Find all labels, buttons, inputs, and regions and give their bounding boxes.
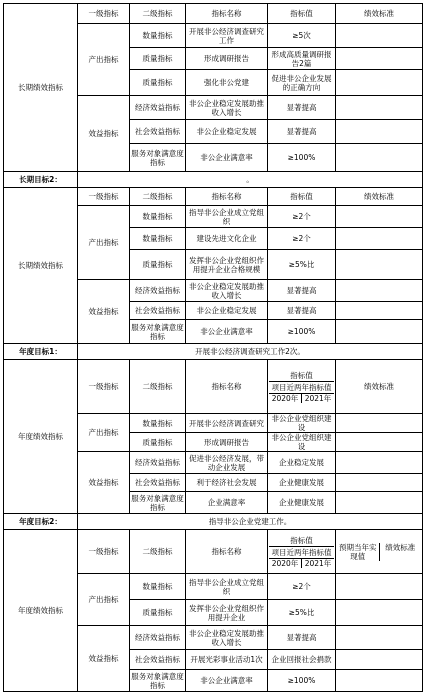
t4-header-expected: 预期当年实现值 (339, 542, 377, 561)
t2-indicator-value: ≥100% (268, 320, 336, 344)
t2-indicator-value: ≥2个 (268, 228, 336, 250)
t3-header-2020: 2020年 (271, 394, 299, 403)
t4-indicator-name: 发挥非公企业党组织作用提升企业 (186, 600, 268, 626)
t1-indicator-name: 强化非公党建 (186, 70, 268, 96)
t3-header-value-title: 指标值 (269, 370, 334, 382)
year1-label: 年度目标1： (4, 344, 78, 360)
t3-standard (336, 433, 423, 452)
t3-header-value (268, 360, 336, 414)
t3-standard (336, 452, 423, 474)
t2-level2: 数量指标 (130, 206, 186, 228)
t3-header-row (4, 360, 423, 414)
year1-row (4, 344, 423, 360)
goal2-label: 长期目标2： (4, 172, 78, 188)
t2-standard (336, 320, 423, 344)
t4-header-row (4, 530, 423, 574)
t1-indicator-name: 非公企业稳定发展 (186, 120, 268, 144)
t1-indicator-value: 促进非公企业发展的正确方向 (268, 70, 336, 96)
t2-header-name: 指标名称 (186, 188, 268, 206)
t4-standard (336, 600, 423, 626)
t1-indicator-value: ≥100% (268, 144, 336, 172)
t4-level2: 数量指标 (130, 574, 186, 600)
t3-indicator-value: 非公企业党组织建设 (268, 433, 336, 452)
t4-header-name: 指标名称 (186, 530, 268, 574)
performance-goal-sheet (3, 3, 422, 692)
t4-standard (336, 574, 423, 600)
t2-standard (336, 228, 423, 250)
t2-indicator-value: 显著提高 (268, 302, 336, 320)
t3-level2: 数量指标 (130, 414, 186, 433)
t3-level2: 服务对象满意度指标 (131, 493, 184, 512)
t3-block-label: 年度绩效指标 (4, 360, 78, 514)
t4-standard (336, 650, 423, 670)
t2-standard (336, 280, 423, 302)
t4-header-2020: 2020年 (271, 559, 299, 568)
t1-block-label: 长期绩效指标 (4, 4, 78, 172)
t1-standard (336, 24, 423, 48)
t3-header-standard: 绩效标准 (336, 360, 423, 414)
t4-level2: 质量指标 (130, 600, 186, 626)
t4-indicator-value: ≥5%比 (268, 600, 336, 626)
t2-standard (336, 250, 423, 280)
t2-header-standard: 绩效标准 (336, 188, 423, 206)
t3-level2: 经济效益指标 (130, 452, 186, 474)
t4-benefit-label: 效益指标 (78, 626, 130, 692)
t3-output-label: 产出指标 (78, 414, 130, 452)
t4-header-right-split (337, 543, 421, 561)
year2-row (4, 514, 423, 530)
t1-header-name: 指标名称 (186, 4, 268, 24)
t4-output-label: 产出指标 (78, 574, 130, 626)
t2-header-level1: 一级指标 (78, 188, 130, 206)
t1-output-label: 产出指标 (78, 24, 130, 96)
t1-level2: 数量指标 (130, 24, 186, 48)
t3-level2: 社会效益指标 (130, 474, 186, 492)
t1-header-level2: 二级指标 (130, 4, 186, 24)
t2-benefit-label: 效益指标 (78, 280, 130, 344)
year1-text: 开展非公经济调查研究工作2次。 (78, 344, 423, 360)
t3-header-level2: 二级指标 (130, 360, 186, 414)
t4-indicator-name: 开展光彩事业活动1次 (186, 650, 268, 670)
t2-indicator-name: 非公企业稳定发展助推收入增长 (186, 280, 268, 302)
t1-indicator-name: 非公企业稳定发展助推收入增长 (186, 96, 268, 120)
t2-indicator-value: ≥2个 (268, 206, 336, 228)
t3-header-level1: 一级指标 (78, 360, 130, 414)
t2-indicator-name: 建设先进文化企业 (186, 228, 268, 250)
t3-standard (336, 414, 423, 433)
t1-standard (336, 96, 423, 120)
t2-level2: 数量指标 (130, 228, 186, 250)
t1-standard (336, 144, 423, 172)
performance-table (3, 3, 423, 692)
t3-indicator-value: 非公企业党组织建设 (268, 414, 336, 433)
t2-level2: 质量指标 (130, 250, 186, 280)
t1-header-row (4, 4, 423, 24)
t4-header-years (269, 559, 334, 568)
t3-level2: 质量指标 (130, 433, 186, 452)
t4-header-value (268, 530, 336, 574)
t3-indicator-value: 企业稳定发展 (268, 452, 336, 474)
t4-block-label: 年度绩效指标 (4, 530, 78, 692)
t1-level2: 经济效益指标 (130, 96, 186, 120)
t4-level2: 服务对象满意度指标 (131, 671, 184, 690)
t3-standard (336, 492, 423, 514)
t1-indicator-value: ≥5次 (268, 24, 336, 48)
goal2-row (4, 172, 423, 188)
t2-indicator-value: 显著提高 (268, 280, 336, 302)
goal2-text: 。 (78, 172, 423, 188)
t4-header-2021: 2021年 (301, 559, 334, 568)
t1-indicator-name: 形成调研报告 (186, 48, 268, 70)
t4-indicator-name: 非公企业稳定发展助推收入增长 (186, 626, 268, 650)
t4-standard (336, 626, 423, 650)
t1-indicator-name: 开展非公经济调查研究工作 (186, 24, 268, 48)
t1-indicator-value: 形成高质量调研报告2篇 (268, 48, 336, 70)
t4-level2: 经济效益指标 (130, 626, 186, 650)
t3-header-recent: 项目近两年指标值 (269, 382, 334, 394)
t4-indicator-value: 企业回报社会捐款 (268, 650, 336, 670)
t4-header-recent: 项目近两年指标值 (269, 547, 334, 559)
t1-standard (336, 120, 423, 144)
t3-indicator-name: 形成调研报告 (186, 433, 268, 452)
t3-header-name: 指标名称 (186, 360, 268, 414)
t4-header-level2: 二级指标 (130, 530, 186, 574)
t4-indicator-name: 指导非公企业成立党组织 (186, 574, 268, 600)
t4-standard (336, 670, 423, 692)
t2-block-label: 长期绩效指标 (4, 188, 78, 344)
t1-header-standard: 绩效标准 (336, 4, 423, 24)
t1-benefit-label: 效益指标 (78, 96, 130, 172)
t1-header-level1: 一级指标 (78, 4, 130, 24)
t3-indicator-value: 企业健康发展 (268, 492, 336, 514)
t3-standard (336, 474, 423, 492)
t3-indicator-name: 利于经济社会发展 (186, 474, 268, 492)
t3-benefit-label: 效益指标 (78, 452, 130, 514)
t1-level2: 质量指标 (130, 48, 186, 70)
t2-indicator-name: 指导非公企业成立党组织 (186, 206, 268, 228)
t1-indicator-value: 显著提高 (268, 120, 336, 144)
t2-level2: 服务对象满意度指标 (130, 320, 186, 344)
t4-header-right (336, 530, 423, 574)
t2-standard (336, 206, 423, 228)
t3-indicator-name: 开展非公经济调查研究 (186, 414, 268, 433)
t1-indicator-value: 显著提高 (268, 96, 336, 120)
t1-level2: 服务对象满意度指标 (130, 144, 186, 172)
t2-header-value: 指标值 (268, 188, 336, 206)
year2-label: 年度目标2： (4, 514, 78, 530)
t1-indicator-name: 非公企业满意率 (186, 144, 268, 172)
t2-indicator-value: ≥5%比 (268, 250, 336, 280)
t4-indicator-value: 显著提高 (268, 626, 336, 650)
t3-indicator-name: 企业满意率 (186, 492, 268, 514)
t3-header-2021: 2021年 (301, 394, 334, 403)
t1-level2: 质量指标 (130, 70, 186, 96)
t4-indicator-value: ≥100% (268, 670, 336, 692)
t2-standard (336, 302, 423, 320)
t3-indicator-value: 企业健康发展 (268, 474, 336, 492)
t4-header-standard: 绩效标准 (379, 543, 422, 561)
t2-indicator-name: 非公企业稳定发展 (186, 302, 268, 320)
year2-text: 指导非公企业党建工作。 (78, 514, 423, 530)
t2-indicator-name: 非公企业满意率 (186, 320, 268, 344)
t4-level2: 社会效益指标 (130, 650, 186, 670)
t3-indicator-name: 促进非公经济发展，带动企业发展 (186, 452, 268, 474)
t1-standard (336, 48, 423, 70)
t1-standard (336, 70, 423, 96)
t2-level2: 社会效益指标 (130, 302, 186, 320)
t4-indicator-name: 非公企业满意率 (186, 670, 268, 692)
t1-level2: 社会效益指标 (130, 120, 186, 144)
t4-indicator-value: ≥2个 (268, 574, 336, 600)
t2-header-level2: 二级指标 (130, 188, 186, 206)
t3-header-years (269, 394, 334, 403)
t2-header-row (4, 188, 423, 206)
t4-header-value-title: 指标值 (269, 535, 334, 547)
t2-output-label: 产出指标 (78, 206, 130, 280)
t1-header-value: 指标值 (268, 4, 336, 24)
t4-header-level1: 一级指标 (78, 530, 130, 574)
t2-indicator-name: 发挥非公企业党组织作用提升企业合格规模 (186, 250, 268, 280)
t2-level2: 经济效益指标 (130, 280, 186, 302)
